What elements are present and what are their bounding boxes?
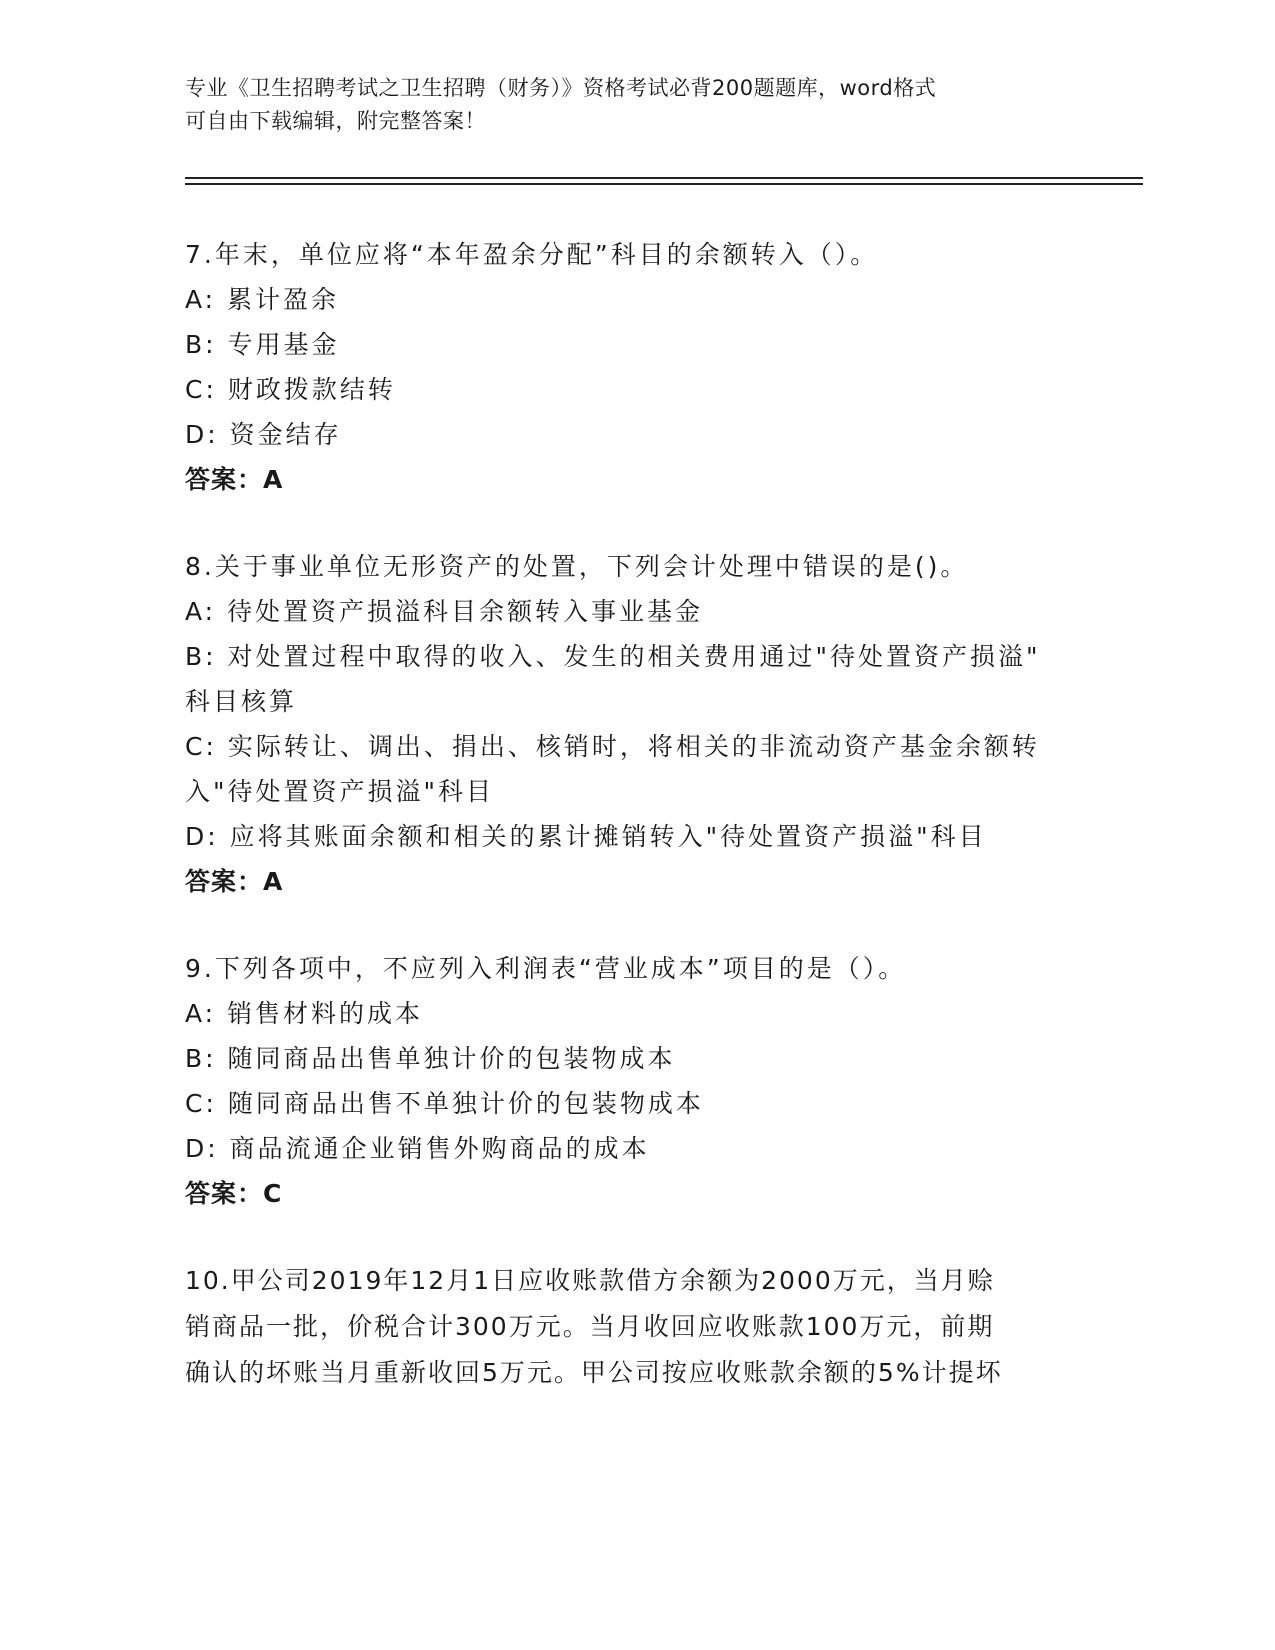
- question-list: [185, 232, 1085, 1396]
- option-c: C: 实际转让、调出、捐出、核销时，将相关的非流动资产基金余额转: [185, 732, 1040, 761]
- header-divider-top: [185, 177, 1143, 179]
- option-d: D: 应将其账面余额和相关的累计摊销转入"待处置资产损溢"科目: [185, 822, 987, 851]
- question-stem-line-2: 销商品一批，价税合计300万元。当月收回应收账款100万元，前期: [185, 1312, 995, 1341]
- document-header: [185, 72, 1065, 138]
- option-b: B: 专用基金: [185, 330, 340, 359]
- question-stem-line-1: 10.甲公司2019年12月1日应收账款借方余额为2000万元，当月赊: [185, 1266, 995, 1295]
- option-d: D: 商品流通企业销售外购商品的成本: [185, 1134, 650, 1163]
- answer-line: 答案：C: [185, 1179, 283, 1208]
- option-b-continued: 科目核算: [185, 687, 298, 716]
- question-7: [185, 232, 1085, 502]
- question-10: [185, 1258, 1085, 1396]
- option-a: A: 待处置资产损溢科目余额转入事业基金: [185, 597, 704, 626]
- question-9: [185, 946, 1085, 1216]
- header-divider-bottom: [185, 183, 1143, 185]
- question-stem: 9.下列各项中，不应列入利润表“营业成本”项目的是（）。: [185, 954, 907, 983]
- question-stem: 7.年末，单位应将“本年盈余分配”科目的余额转入（）。: [185, 240, 879, 269]
- question-stem-line-3: 确认的坏账当月重新收回5万元。甲公司按应收账款余额的5%计提坏: [185, 1358, 1003, 1387]
- option-b: B: 随同商品出售单独计价的包装物成本: [185, 1044, 676, 1073]
- option-c: C: 财政拨款结转: [185, 375, 396, 404]
- header-line-1: 专业《卫生招聘考试之卫生招聘（财务）》资格考试必背200题题库，word格式: [185, 76, 937, 100]
- question-stem: 8.关于事业单位无形资产的处置，下列会计处理中错误的是()。: [185, 552, 969, 581]
- answer-line: 答案：A: [185, 867, 284, 896]
- header-line-2: 可自由下载编辑，附完整答案！: [185, 109, 486, 133]
- answer-line: 答案：A: [185, 465, 284, 494]
- option-a: A: 销售材料的成本: [185, 999, 424, 1028]
- option-a: A: 累计盈余: [185, 285, 340, 314]
- option-c: C: 随同商品出售不单独计价的包装物成本: [185, 1089, 704, 1118]
- option-c-continued: 入"待处置资产损溢"科目: [185, 777, 494, 806]
- question-8: [185, 544, 1085, 904]
- option-b: B: 对处置过程中取得的收入、发生的相关费用通过"待处置资产损溢": [185, 642, 1041, 671]
- option-d: D: 资金结存: [185, 420, 342, 449]
